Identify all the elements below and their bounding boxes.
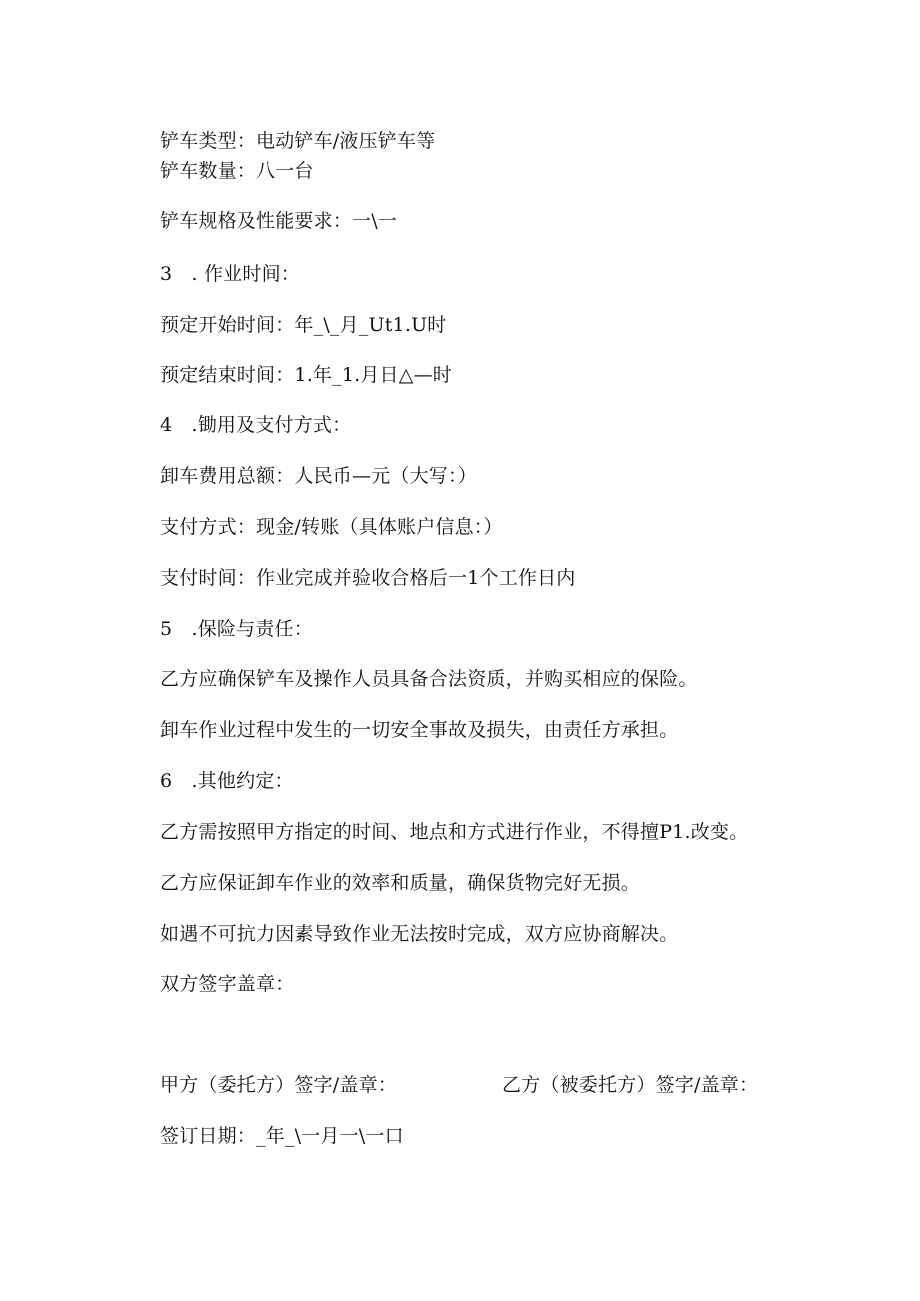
section-3-heading: 3 . 作业时间： — [160, 263, 300, 285]
forklift-type: 铲车类型：电动铲车/液压铲车等 — [160, 130, 436, 152]
payment-method: 支付方式：现金/转账（具体账户信息：） — [160, 516, 503, 538]
insurance-clause: 乙方应确保铲车及操作人员具备合法资质，并购买相应的保险。 — [160, 668, 698, 690]
signature-heading: 双方签字盖章： — [160, 973, 295, 995]
total-fee: 卸车费用总额：人民币—元（大写：） — [160, 465, 477, 487]
quality-clause: 乙方应保证卸车作业的效率和质量，确保货物完好无损。 — [160, 872, 641, 894]
section-6-heading: 6 .其他约定： — [160, 770, 294, 792]
planned-end-time: 预定结束时间：1.年_1.月日△—时 — [160, 364, 452, 386]
forklift-spec: 铲车规格及性能要求：一\一 — [160, 210, 398, 232]
section-5-heading: 5 .保险与责任： — [160, 618, 313, 640]
planned-start-time: 预定开始时间：年_\_月_Ut1.U时 — [160, 314, 447, 336]
section-4-heading: 4 .锄用及支付方式： — [160, 414, 352, 436]
payment-time: 支付时间：作业完成并验收合格后一1个工作日内 — [160, 567, 576, 589]
schedule-clause: 乙方需按照甲方指定的时间、地点和方式进行作业，不得擅P1.改变。 — [160, 821, 749, 843]
forklift-quantity: 铲车数量：八一台 — [160, 160, 314, 182]
liability-clause: 卸车作业过程中发生的一切安全事故及损失，由责任方承担。 — [160, 719, 679, 741]
force-majeure-clause: 如遇不可抗力因素导致作业无法按时完成，双方应协商解决。 — [160, 923, 679, 945]
party-a-signature-label: 甲方（委托方）签字/盖章： — [160, 1074, 398, 1096]
party-b-signature-label: 乙方（被委托方）签字/盖章： — [502, 1074, 759, 1096]
sign-date: 签订日期：_年_\一月一\一口 — [160, 1125, 404, 1147]
